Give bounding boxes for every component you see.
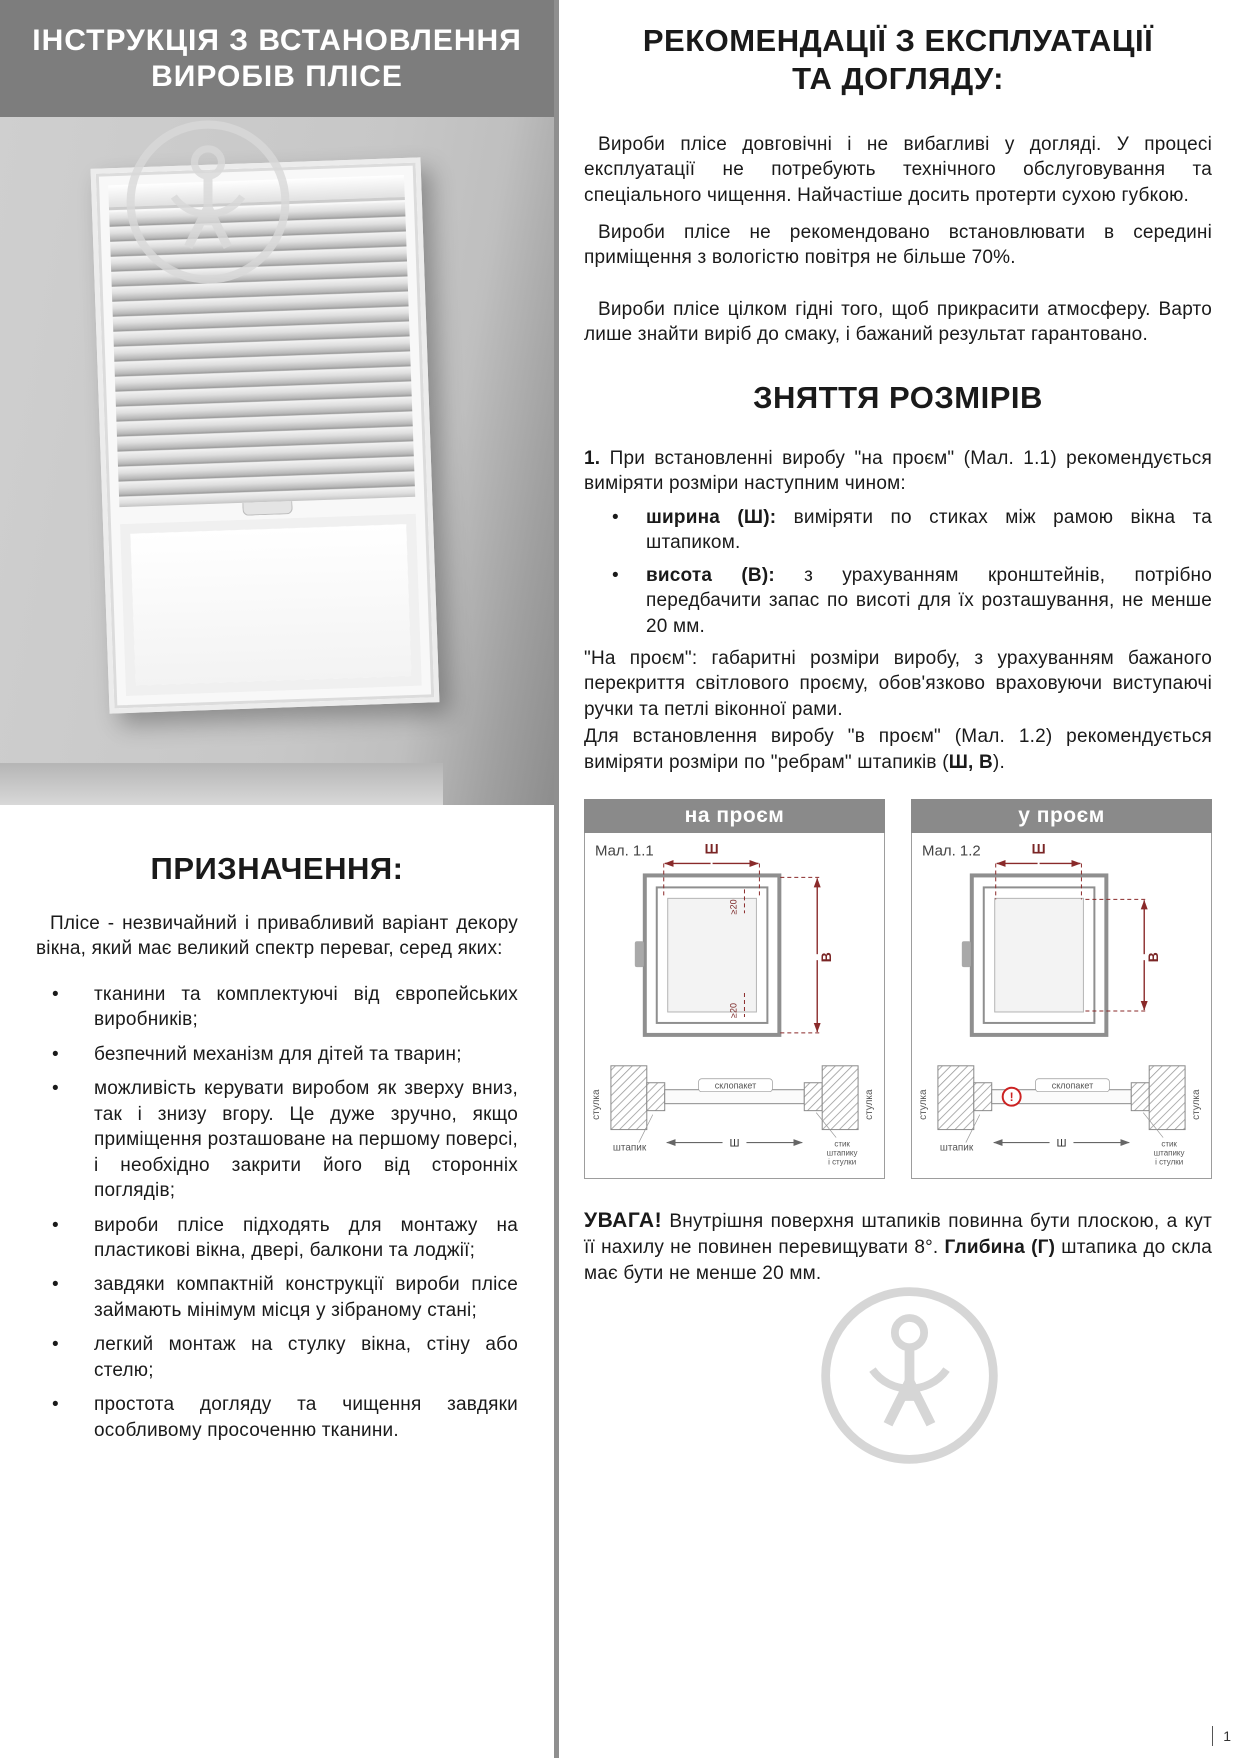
joint-label: стик (1161, 1139, 1177, 1149)
measurement-step-1 (584, 446, 1212, 497)
term-height: висота (В): (646, 564, 775, 586)
step-number: 1. (584, 447, 601, 469)
glass-unit-label: склопакет (714, 1080, 757, 1091)
window-handle-icon (962, 941, 971, 967)
glass-unit-label: склопакет (1051, 1080, 1094, 1091)
pleated-shade (109, 202, 415, 507)
list-item: • легкий монтаж на стулку вікна, стіну або стелю; (94, 1332, 518, 1383)
step-text: При встановленні виробу "на проєм" (Мал. 1.1) рекомендується виміряти розміри наступним чином: (584, 447, 1212, 495)
diagram-header: на проєм (584, 799, 885, 833)
joint-label: штапику (826, 1148, 858, 1158)
right-column (584, 0, 1212, 1286)
column-divider (554, 0, 559, 1758)
joint-label: і стулки (1155, 1157, 1184, 1167)
purpose-heading: ПРИЗНАЧЕННЯ: (150, 851, 404, 886)
bead-label: штапик (612, 1142, 647, 1154)
sash-left-label: стулка (590, 1089, 602, 1121)
width-dim-label: Ш (704, 840, 719, 857)
inset-text: Для встановлення виробу "в проєм" (Мал. 1.2) рекомендується виміряти розміри по "ребрам" штапиків ( (584, 726, 1212, 773)
attention-bold-depth: Глибина (Г) (944, 1237, 1056, 1259)
list-item: • можливість керувати виробом як зверху вниз, так і знизу вгору. Це дуже зручно, якщо приміщення розташоване на першому поверсі, і необхідно закрити його від сторонніх поглядів; (94, 1076, 518, 1203)
diagram-row (584, 799, 1212, 1179)
window-glass (120, 514, 422, 696)
width-dim-label: Ш (1031, 840, 1046, 857)
diagram-figure (911, 833, 1212, 1179)
bottom-width-label: Ш (1056, 1137, 1067, 1150)
care-heading-line2: ТА ДОГЛЯДУ: (792, 60, 1004, 96)
attention-text-1: Внутрішня поверхня штапиків повинна бути плоскою, а кут її нахилу не повинен перевищувати 8°. (584, 1211, 1212, 1259)
list-item (646, 563, 1212, 639)
figure-caption: Мал. 1.2 (921, 842, 981, 860)
window-glass-pane (130, 524, 411, 686)
list-item: • тканини та комплектуючі від європейських виробників; (94, 982, 518, 1033)
list-item: • завдяки компактній конструкції вироби плісе займають мінімум місця у зібраному стані; (94, 1272, 518, 1323)
care-heading-line1: РЕКОМЕНДАЦІЇ З ЕКСПЛУАТАЦІЇ (642, 23, 1154, 58)
min-20-bottom-label: ≥20 (728, 1003, 739, 1019)
list-item: • безпечний механізм для дітей та тварин; (94, 1042, 518, 1067)
page-number: 1 (1212, 1726, 1231, 1746)
pleated-blind-window (91, 157, 440, 713)
inset-suffix: ). (992, 751, 1005, 773)
diagram-figure (584, 833, 885, 1179)
care-paragraph-1: Вироби плісе довговічні і не вибагливі у догляді. У процесі експлуатації не потребують технічного обслуговування та спеціального чищення. Найчастіше досить протерти сухою губкою. (584, 133, 1212, 206)
attention-text-2: штапика до скла має бути не менше 20 мм. (584, 1237, 1212, 1284)
floor-shading (0, 763, 443, 805)
left-column (0, 0, 554, 1452)
care-paragraph-2: Вироби плісе не рекомендовано встановлювати в середині приміщення з вологістю повітря не більше 70%. (584, 221, 1212, 269)
list-item: • вироби плісе підходять для монтажу на пластикові вікна, двері, балкони та лоджії; (94, 1213, 518, 1264)
sash-right-label: стулка (1191, 1089, 1203, 1121)
inset-mount-paragraph (584, 724, 1212, 775)
figure-caption: Мал. 1.1 (594, 842, 654, 860)
care-heading (584, 22, 1212, 98)
sash-left-label: стулка (917, 1089, 929, 1121)
warning-mark: ! (1009, 1090, 1014, 1105)
banner-title-line2: ВИРОБІВ ПЛІСЕ (151, 59, 403, 93)
attention-paragraph (584, 1207, 1212, 1286)
joint-label: і стулки (828, 1157, 857, 1167)
purpose-intro: Плісе - незвичайний і привабливий варіант декору вікна, який має великий спектр переваг, серед яких: (36, 913, 518, 960)
diagram-header: у проєм (911, 799, 1212, 833)
list-item (646, 505, 1212, 556)
height-dim-label: В (818, 952, 835, 963)
measurement-list (584, 505, 1212, 639)
window-illustration (0, 117, 554, 805)
page-banner (0, 0, 554, 117)
bottom-width-label: Ш (729, 1137, 740, 1150)
term-height-text: з урахуванням кронштейнів, потрібно передбачити запас по висоті для їх розташування, не менше 20 мм. (646, 564, 1212, 637)
term-width-text: виміряти по стиках між рамою вікна та штапиком. (646, 506, 1212, 554)
sash-right-label: стулка (864, 1089, 876, 1121)
attention-label: УВАГА! (584, 1209, 663, 1233)
window-measure-diagram (585, 833, 884, 1178)
height-dim-label: В (1145, 952, 1162, 963)
window-measure-diagram (912, 833, 1211, 1178)
diagram-na-proem (584, 799, 885, 1179)
care-paragraph-3: Вироби плісе цілком гідні того, щоб прикрасити атмосферу. Варто лише знайти виріб до смаку, і бажаний результат гарантовано. (584, 298, 1212, 346)
brand-watermark-icon (812, 1278, 1007, 1473)
joint-label: стик (834, 1139, 850, 1149)
overlay-mount-paragraph: "На проєм": габаритні розміри виробу, з урахуванням бажаного перекриття світлового проєму, обов'язково враховуючи виступаючі ручки та петлі віконної рами. (584, 647, 1212, 720)
min-20-top-label: ≥20 (728, 899, 739, 915)
inset-dims: Ш, В (948, 751, 993, 773)
banner-title-line1: ІНСТРУКЦІЯ З ВСТАНОВЛЕННЯ (32, 23, 522, 57)
blind-handle-tab (242, 501, 292, 516)
diagram-u-proem (911, 799, 1212, 1179)
list-item: • простота догляду та чищення завдяки особливому просоченню тканини. (94, 1392, 518, 1443)
term-width: ширина (Ш): (646, 506, 777, 528)
bead-label: штапик (939, 1142, 974, 1154)
window-handle-icon (635, 941, 644, 967)
purpose-list (0, 982, 518, 1443)
joint-label: штапику (1153, 1148, 1185, 1158)
measurement-heading: ЗНЯТТЯ РОЗМІРІВ (753, 379, 1043, 415)
